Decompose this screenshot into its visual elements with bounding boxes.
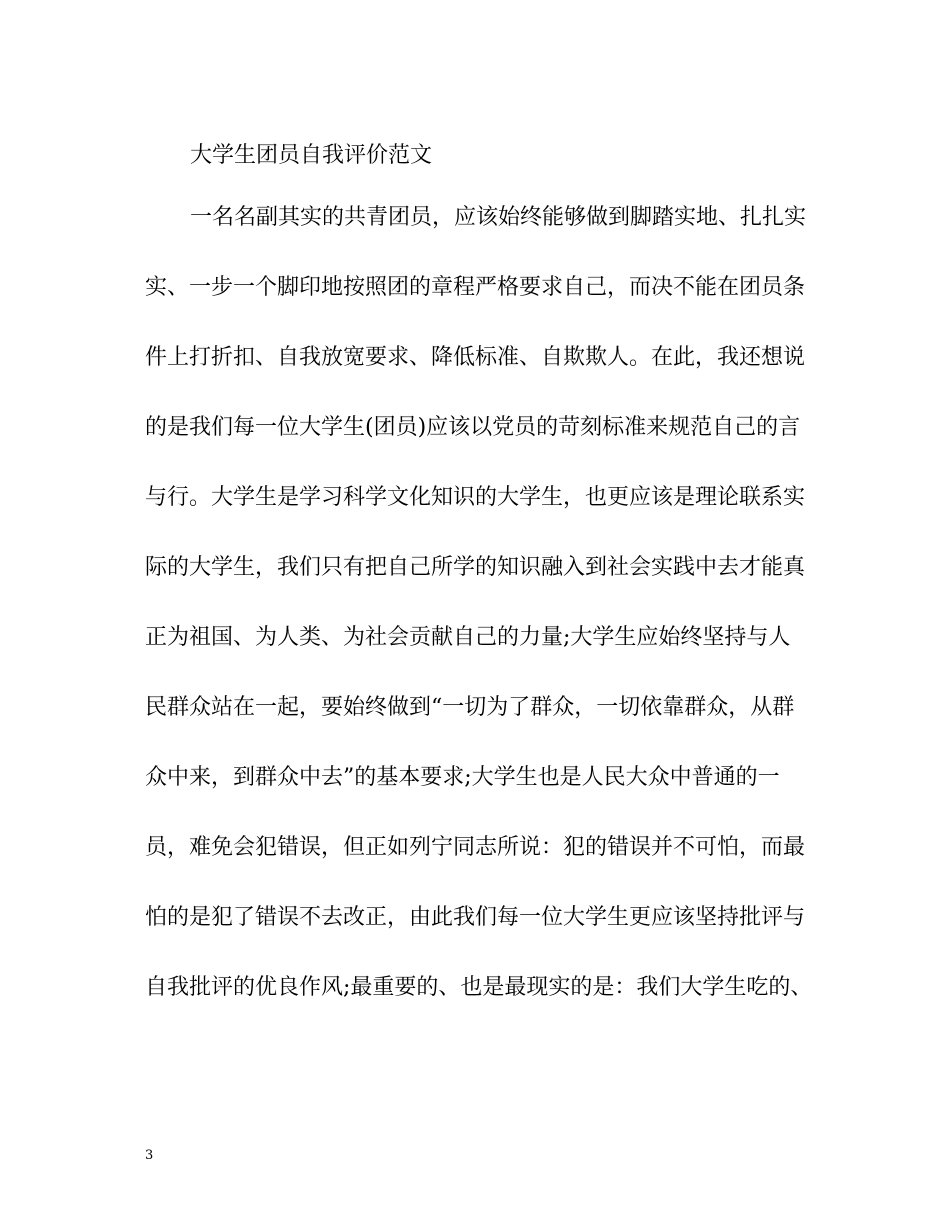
page-number: 3 — [145, 1148, 154, 1163]
paragraph-line: 件上打折扣、自我放宽要求、降低标准、自欺欺人。在此，我还想说 — [145, 345, 806, 370]
paragraph-line: 一名名副其实的共青团员，应该始终能够做到脚踏实地、扎扎实 — [190, 205, 807, 230]
paragraph-line: 员，难免会犯错误，但正如列宁同志所说：犯的错误并不可怕，而最 — [145, 835, 806, 860]
paragraph-line: 际的大学生，我们只有把自己所学的知识融入到社会实践中去才能真 — [145, 555, 806, 580]
paragraph-line: 与行。大学生是学习科学文化知识的大学生，也更应该是理论联系实 — [145, 485, 806, 510]
paragraph-line: 正为祖国、为人类、为社会贡献自己的力量;大学生应始终坚持与人 — [145, 625, 791, 650]
paragraph-line: 众中来，到群众中去”的基本要求;大学生也是人民大众中普通的一 — [145, 765, 780, 790]
document-title: 大学生团员自我评价范文 — [190, 143, 433, 168]
paragraph-line: 怕的是犯了错误不去改正，由此我们每一位大学生更应该坚持批评与 — [145, 905, 806, 930]
paragraph-line: 的是我们每一位大学生(团员)应该以党员的苛刻标准来规范自己的言 — [145, 415, 801, 440]
paragraph-line: 实、一步一个脚印地按照团的章程严格要求自己，而决不能在团员条 — [145, 275, 806, 300]
paragraph-line: 自我批评的优良作风;最重要的、也是最现实的是：我们大学生吃的、 — [145, 975, 813, 1000]
paragraph-line: 民群众站在一起，要始终做到“一切为了群众，一切依靠群众，从群 — [145, 695, 795, 720]
